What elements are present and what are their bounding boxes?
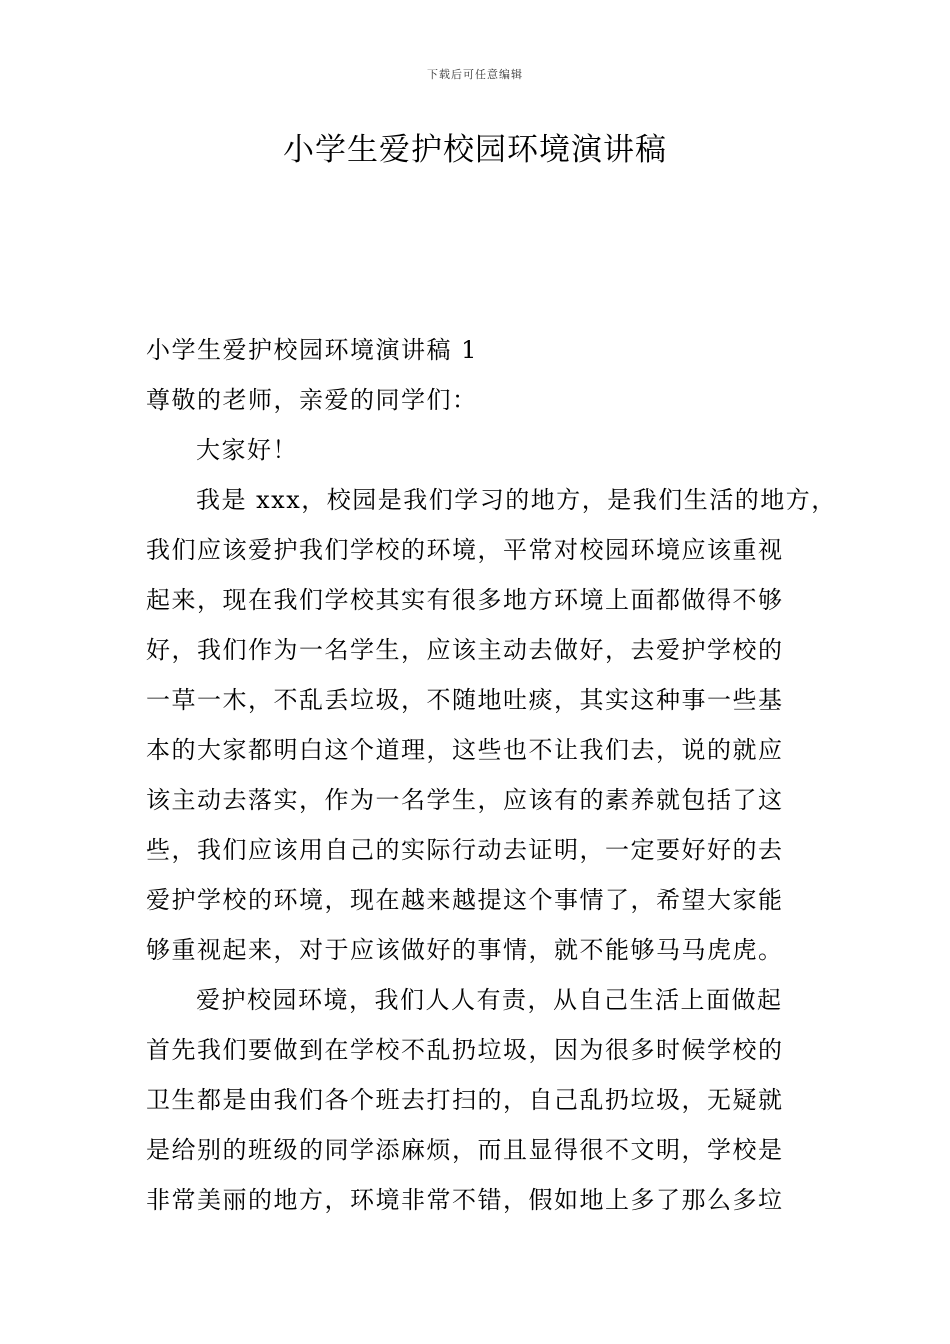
paragraph-line: 首先我们要做到在学校不乱扔垃圾，因为很多时候学校的 xyxy=(146,1036,784,1064)
paragraph-line: 本的大家都明白这个道理，这些也不让我们去，说的就应 xyxy=(146,736,784,764)
paragraph-1 xyxy=(146,475,837,975)
paragraph-line: 是给别的班级的同学添麻烦，而且显得很不文明，学校是 xyxy=(146,1136,784,1164)
salutation: 尊敬的老师，亲爱的同学们： xyxy=(146,386,478,414)
paragraph-2 xyxy=(146,975,810,1225)
paragraph-line: 我们应该爱护我们学校的环境，平常对校园环境应该重视 xyxy=(146,536,784,564)
greeting: 大家好！ xyxy=(196,436,298,464)
document-body xyxy=(146,325,837,1225)
paragraph-line: 好，我们作为一名学生，应该主动去做好，去爱护学校的 xyxy=(146,636,784,664)
paragraph-line: 些，我们应该用自己的实际行动去证明，一定要好好的去 xyxy=(146,836,784,864)
paragraph-line: 爱护学校的环境，现在越来越提这个事情了，希望大家能 xyxy=(146,886,784,914)
download-note: 下载后可任意编辑 xyxy=(427,68,523,81)
paragraph-line: 卫生都是由我们各个班去打扫的，自己乱扔垃圾，无疑就 xyxy=(146,1086,784,1114)
paragraph-line: 一草一木，不乱丢垃圾，不随地吐痰，其实这种事一些基 xyxy=(146,686,784,714)
paragraph-line: 我是 xxx，校园是我们学习的地方，是我们生活的地方， xyxy=(196,486,837,514)
paragraph-line: 非常美丽的地方，环境非常不错，假如地上多了那么多垃 xyxy=(146,1186,784,1214)
speech-subtitle: 小学生爱护校园环境演讲稿 1 xyxy=(146,336,478,364)
paragraph-line: 爱护校园环境，我们人人有责，从自己生活上面做起 xyxy=(196,986,783,1014)
paragraph-line: 起来，现在我们学校其实有很多地方环境上面都做得不够 xyxy=(146,586,784,614)
document-title: 小学生爱护校园环境演讲稿 xyxy=(283,132,667,168)
paragraph-line: 够重视起来，对于应该做好的事情，就不能够马马虎虎。 xyxy=(146,936,784,964)
paragraph-line: 该主动去落实，作为一名学生，应该有的素养就包括了这 xyxy=(146,786,784,814)
